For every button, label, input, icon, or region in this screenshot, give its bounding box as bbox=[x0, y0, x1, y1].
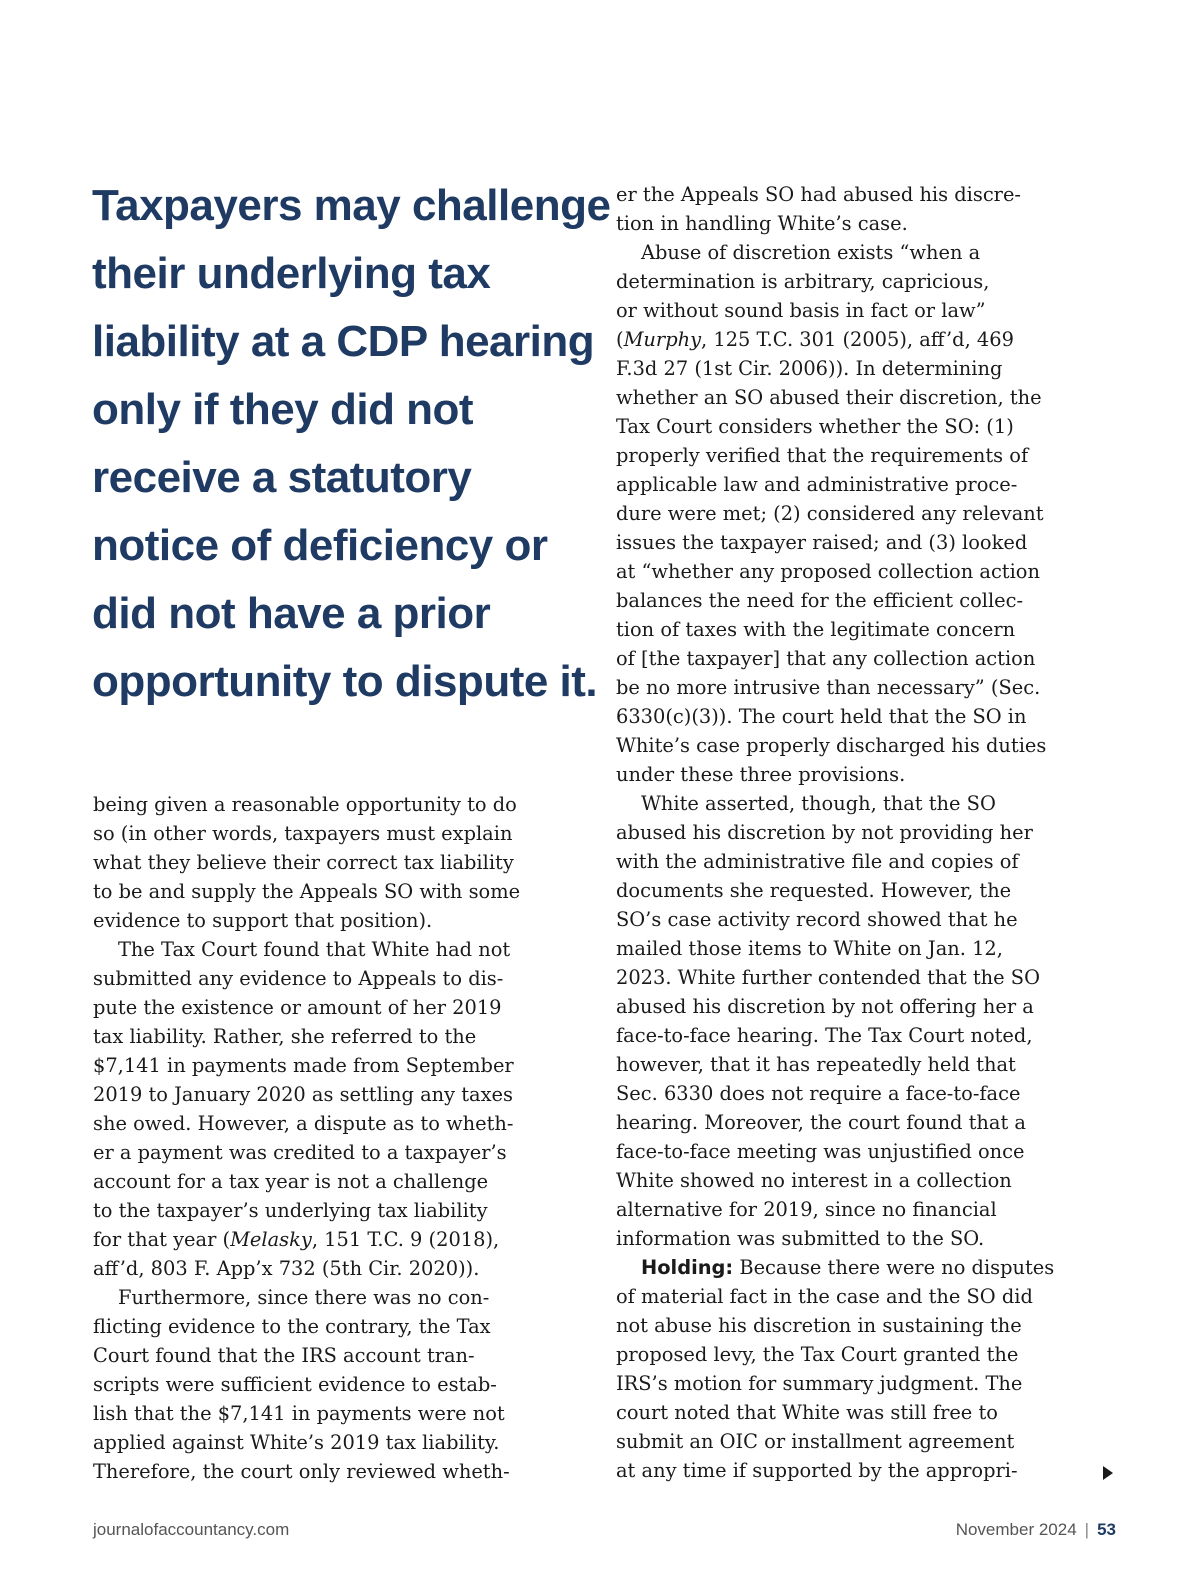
text-line: whether an SO abused their discretion, the bbox=[616, 386, 1042, 409]
text-line: The Tax Court found that White had not bbox=[118, 938, 511, 961]
text-line: of material fact in the case and the SO did bbox=[616, 1285, 1033, 1308]
paragraph bbox=[93, 790, 573, 935]
pull-quote-line: did not have a prior bbox=[92, 589, 491, 638]
text-line: at any time if supported by the appropri- bbox=[616, 1459, 1018, 1482]
text-line: being given a reasonable opportunity to do bbox=[93, 793, 517, 816]
paragraph bbox=[93, 1283, 573, 1486]
text-line: documents she requested. However, the bbox=[616, 879, 1012, 902]
pull-quote-line: opportunity to dispute it. bbox=[92, 657, 598, 706]
text-line bbox=[616, 1253, 1096, 1282]
text-line: to be and supply the Appeals SO with some bbox=[93, 880, 521, 903]
text-line: alternative for 2019, since no financial bbox=[616, 1198, 997, 1221]
text-line: applicable law and administrative proce- bbox=[616, 473, 1018, 496]
text-line: submit an OIC or installment agreement bbox=[616, 1430, 1015, 1453]
text-line: with the administrative file and copies of bbox=[616, 850, 1019, 873]
text-line: submitted any evidence to Appeals to dis- bbox=[93, 967, 504, 990]
text-line: lish that the $7,141 in payments were not bbox=[93, 1402, 505, 1425]
text-line: of [the taxpayer] that any collection action bbox=[616, 647, 1036, 670]
text-line: Abuse of discretion exists “when a bbox=[641, 241, 981, 264]
text-line: pute the existence or amount of her 2019 bbox=[93, 996, 502, 1019]
text-line: dure were met; (2) considered any relevant bbox=[616, 502, 1044, 525]
text-line: or without sound basis in fact or law” bbox=[616, 299, 986, 322]
text-line: what they believe their correct tax liability bbox=[93, 851, 514, 874]
footer-separator: | bbox=[1084, 1520, 1090, 1539]
text-line: account for a tax year is not a challenge bbox=[93, 1170, 489, 1193]
text-line: er a payment was credited to a taxpayer’s bbox=[93, 1141, 507, 1164]
text-line: proposed levy, the Tax Court granted the bbox=[616, 1343, 1019, 1366]
text-line: so (in other words, taxpayers must explain bbox=[93, 822, 513, 845]
text-line: $7,141 in payments made from September bbox=[93, 1054, 514, 1077]
text-line: applied against White’s 2019 tax liability. bbox=[93, 1431, 500, 1454]
paragraph bbox=[616, 1253, 1096, 1485]
footer-right bbox=[956, 1520, 1116, 1540]
text-line: hearing. Moreover, the court found that a bbox=[616, 1111, 1026, 1134]
case-citation: Murphy bbox=[623, 328, 702, 351]
text-line: to the taxpayer’s underlying tax liability bbox=[93, 1199, 488, 1222]
text-line: Tax Court considers whether the SO: (1) bbox=[616, 415, 1014, 438]
text-line: tion in handling White’s case. bbox=[616, 212, 908, 235]
paragraph bbox=[616, 238, 1096, 789]
text-line: White showed no interest in a collection bbox=[616, 1169, 1012, 1192]
text-line bbox=[93, 1225, 573, 1254]
text-line: Therefore, the court only reviewed wheth- bbox=[93, 1460, 510, 1483]
right-column bbox=[616, 180, 1096, 1485]
text-line: Court found that the IRS account tran- bbox=[93, 1344, 475, 1367]
text-line: determination is arbitrary, capricious, bbox=[616, 270, 990, 293]
text-line: flicting evidence to the contrary, the Tax bbox=[93, 1315, 491, 1338]
text-line: balances the need for the efficient collec- bbox=[616, 589, 1024, 612]
text-line: abused his discretion by not offering her a bbox=[616, 995, 1034, 1018]
text-fragment: ( bbox=[616, 328, 624, 351]
text-line: Sec. 6330 does not require a face-to-face bbox=[616, 1082, 1021, 1105]
text-line: tion of taxes with the legitimate concern bbox=[616, 618, 1016, 641]
case-citation: Melasky bbox=[230, 1228, 312, 1251]
text-line bbox=[616, 325, 1096, 354]
text-line: Furthermore, since there was no con- bbox=[118, 1286, 490, 1309]
text-line: information was submitted to the SO. bbox=[616, 1227, 985, 1250]
text-fragment: , 125 T.C. 301 (2005), aff’d, 469 bbox=[701, 328, 1014, 351]
paragraph bbox=[616, 789, 1096, 1253]
footer-date: November 2024 bbox=[955, 1520, 1077, 1539]
text-line: scripts were sufficient evidence to estab- bbox=[93, 1373, 497, 1396]
text-line: er the Appeals SO had abused his discre- bbox=[616, 183, 1021, 206]
text-fragment: Because there were no disputes bbox=[733, 1256, 1055, 1279]
pull-quote-line: only if they did not bbox=[92, 385, 474, 434]
pull-quote-line: Taxpayers may challenge bbox=[92, 181, 611, 230]
text-line: properly verified that the requirements of bbox=[616, 444, 1029, 467]
text-line: White’s case properly discharged his duties bbox=[616, 734, 1047, 757]
text-line: face-to-face meeting was unjustified once bbox=[616, 1140, 1025, 1163]
pull-quote-line: receive a statutory bbox=[92, 453, 472, 502]
text-line: F.3d 27 (1st Cir. 2006)). In determining bbox=[616, 357, 1003, 380]
holding-label: Holding: bbox=[641, 1256, 734, 1279]
text-line: face-to-face hearing. The Tax Court noted, bbox=[616, 1024, 1033, 1047]
text-line: tax liability. Rather, she referred to the bbox=[93, 1025, 477, 1048]
text-fragment: , 151 T.C. 9 (2018), bbox=[311, 1228, 500, 1251]
text-line: under these three provisions. bbox=[616, 763, 906, 786]
text-line: be no more intrusive than necessary” (Sec. bbox=[616, 676, 1041, 699]
text-line: 6330(c)(3)). The court held that the SO in bbox=[616, 705, 1027, 728]
text-line: abused his discretion by not providing her bbox=[616, 821, 1033, 844]
pull-quote-line: liability at a CDP hearing bbox=[92, 317, 595, 366]
text-fragment: for that year ( bbox=[93, 1228, 231, 1251]
text-line: mailed those items to White on Jan. 12, bbox=[616, 937, 1003, 960]
footer-url: journalofaccountancy.com bbox=[93, 1520, 290, 1539]
text-line: 2019 to January 2020 as settling any taxes bbox=[93, 1083, 513, 1106]
text-line: evidence to support that position). bbox=[93, 909, 433, 932]
continue-arrow-icon bbox=[1103, 1466, 1113, 1480]
text-line: court noted that White was still free to bbox=[616, 1401, 998, 1424]
text-line: IRS’s motion for summary judgment. The bbox=[616, 1372, 1023, 1395]
text-line: 2023. White further contended that the SO bbox=[616, 966, 1040, 989]
text-line: issues the taxpayer raised; and (3) looked bbox=[616, 531, 1028, 554]
pull-quote bbox=[92, 172, 612, 716]
text-line: she owed. However, a dispute as to wheth- bbox=[93, 1112, 514, 1135]
page-number: 53 bbox=[1097, 1520, 1116, 1539]
text-line: however, that it has repeatedly held that bbox=[616, 1053, 1016, 1076]
paragraph bbox=[93, 935, 573, 1283]
text-line: at “whether any proposed collection action bbox=[616, 560, 1040, 583]
paragraph bbox=[616, 180, 1096, 238]
pull-quote-line: notice of deficiency or bbox=[92, 521, 548, 570]
pull-quote-line: their underlying tax bbox=[92, 249, 491, 298]
text-line: not abuse his discretion in sustaining the bbox=[616, 1314, 1022, 1337]
text-line: aff’d, 803 F. App’x 732 (5th Cir. 2020)). bbox=[93, 1257, 480, 1280]
text-line: White asserted, though, that the SO bbox=[641, 792, 996, 815]
text-line: SO’s case activity record showed that he bbox=[616, 908, 1018, 931]
left-column bbox=[93, 790, 573, 1486]
